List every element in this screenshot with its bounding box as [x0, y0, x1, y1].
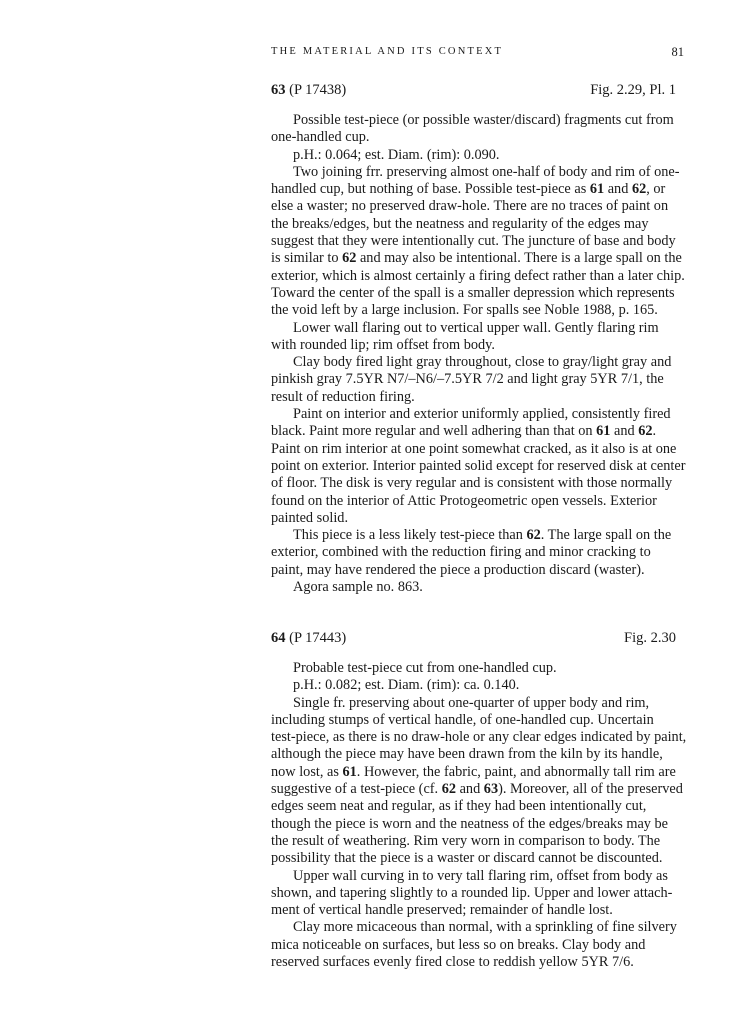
text-line: now lost, as 61. However, the fabric, paint, and abnormally tall rim are: [271, 763, 676, 780]
entry-number: 64: [271, 630, 286, 646]
text-line: Probable test-piece cut from one-handled cup.: [293, 660, 557, 676]
text-line: paint, may have rendered the piece a production discard (waster).: [271, 561, 645, 578]
text-line: shown, and tapering slightly to a rounded lip. Upper and lower attach-: [271, 884, 673, 901]
text-line: black. Paint more regular and well adhering than that on 61 and 62.: [271, 423, 657, 440]
text-line: result of reduction firing.: [271, 388, 415, 405]
text-line: reserved surfaces evenly fired close to reddish yellow 5YR 7/6.: [271, 954, 634, 971]
text-line: exterior, combined with the reduction firing and minor cracking to: [271, 544, 651, 561]
entry-64-heading: [271, 630, 676, 650]
entry-number: 63: [271, 82, 286, 98]
text-line: mica noticeable on surfaces, but less so on breaks. Clay body and: [271, 936, 646, 953]
text-line: though the piece is worn and the neatness of the edges/breaks may be: [271, 815, 669, 832]
text-line: the result of weathering. Rim very worn in comparison to body. The: [271, 832, 661, 849]
text-line: possibility that the piece is a waster or discard cannot be discounted.: [271, 850, 663, 867]
text-line: one-handled cup.: [271, 129, 370, 146]
text-line: This piece is a less likely test-piece than 62. The large spall on the: [293, 527, 672, 544]
text-line: the breaks/edges, but the neatness and regularity of the edges may: [271, 215, 649, 232]
text-line: Lower wall flaring out to vertical upper wall. Gently flaring rim: [293, 319, 659, 336]
text-line: Possible test-piece (or possible waster/discard) fragments cut from: [293, 112, 674, 128]
running-head: [271, 46, 684, 62]
text-line: including stumps of vertical handle, of one-handled cup. Uncertain: [271, 711, 654, 728]
text-line: test-piece, as there is no draw-hole or any clear edges indicated by paint,: [271, 729, 687, 746]
text-line: else a waster; no preserved draw-hole. There are no traces of paint on: [271, 198, 669, 215]
entry-63-heading: [271, 82, 676, 102]
entry-figure-ref: Fig. 2.29, Pl. 1: [590, 82, 676, 98]
text-line: Upper wall curving in to very tall flaring rim, offset from body as: [293, 867, 668, 884]
running-title: THE MATERIAL AND ITS CONTEXT: [271, 46, 504, 57]
text-line: ment of vertical handle preserved; remainder of handle lost.: [271, 902, 613, 919]
text-line: although the piece may have been drawn from the kiln by its handle,: [271, 746, 663, 763]
text-line: found on the interior of Attic Protogeometric open vessels. Exterior: [271, 492, 657, 509]
text-line: handled cup, but nothing of base. Possible test-piece as 61 and 62, or: [271, 181, 666, 198]
entry-inventory: (P 17438): [289, 82, 347, 98]
entry-64-body: [271, 660, 687, 971]
text-line: suggest that they were intentionally cut. The juncture of base and body: [271, 233, 676, 250]
text-line: p.H.: 0.064; est. Diam. (rim): 0.090.: [293, 146, 500, 163]
entry-inventory: (P 17443): [289, 630, 347, 646]
text-line: exterior, which is almost certainly a firing defect rather than a later chip.: [271, 267, 685, 284]
text-line: Single fr. preserving about one-quarter of upper body and rim,: [293, 694, 650, 711]
entry-63-body: [271, 112, 684, 596]
text-line: pinkish gray 7.5YR N7/–N6/–7.5YR 7/2 and light gray 5YR 7/1, the: [271, 371, 664, 388]
text-line: of floor. The disk is very regular and is consistent with those normally: [271, 475, 673, 492]
text-line: is similar to 62 and may also be intentional. There is a large spall on the: [271, 250, 682, 267]
text-line: Clay body fired light gray throughout, close to gray/light gray and: [293, 354, 672, 371]
text-line: p.H.: 0.082; est. Diam. (rim): ca. 0.140.: [293, 677, 520, 694]
text-line: the void left by a large inclusion. For spalls see Noble 1988, p. 165.: [271, 302, 658, 319]
entry-figure-ref: Fig. 2.30: [624, 630, 676, 646]
text-line: Paint on interior and exterior uniformly applied, consistently fired: [293, 406, 671, 423]
text-line: Two joining frr. preserving almost one-half of body and rim of one-: [293, 163, 680, 180]
text-line: with rounded lip; rim offset from body.: [271, 336, 495, 353]
text-line: suggestive of a test-piece (cf. 62 and 63). Moreover, all of the preserved: [271, 781, 683, 798]
text-line: edges seem neat and regular, as if they had been intentionally cut,: [271, 798, 647, 815]
text-line: point on exterior. Interior painted solid except for reserved disk at center: [271, 457, 686, 474]
text-line: Paint on rim interior at one point somewhat cracked, as it also is at one: [271, 440, 677, 457]
text-line: Clay more micaceous than normal, with a sprinkling of fine silvery: [293, 919, 677, 936]
text-line: Toward the center of the spall is a smaller depression which represents: [271, 284, 675, 301]
page-number: 81: [671, 45, 684, 59]
text-line: Agora sample no. 863.: [293, 579, 423, 596]
text-line: painted solid.: [271, 509, 349, 526]
